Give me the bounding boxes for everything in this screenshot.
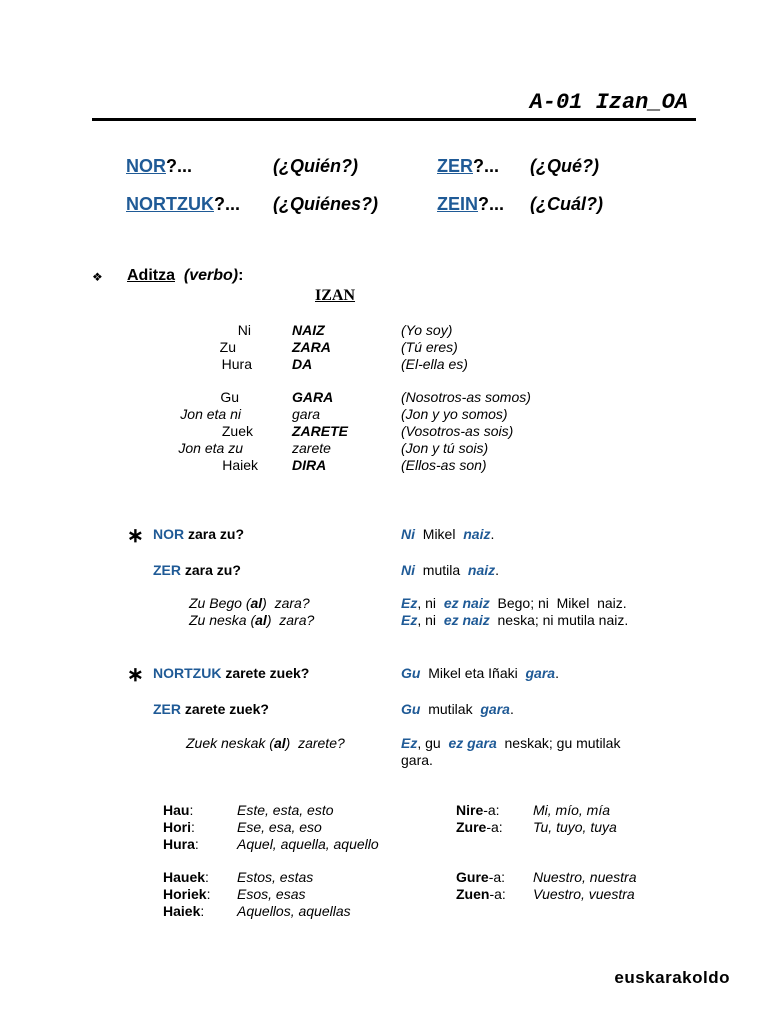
page-title: A-01 Izan_OA — [529, 90, 688, 115]
conj-verb: GARA — [292, 389, 334, 405]
verb-heading: IZAN — [315, 287, 356, 304]
conj-translation: (Jon y yo somos) — [401, 406, 508, 422]
conj-verb: zarete — [292, 440, 331, 456]
conj-translation: (Ellos-as son) — [401, 457, 487, 473]
demonstrative-word: Hau: — [163, 802, 194, 818]
question-nor-translation: (¿Quién?) — [273, 156, 358, 176]
demonstrative-meaning: Este, esta, esto — [237, 802, 334, 818]
demonstrative-meaning: Aquellos, aquellas — [237, 903, 351, 919]
example-neg-question: Zuek neskak (al) zarete? — [186, 735, 345, 751]
question-word: NORTZUK — [126, 194, 214, 214]
demonstrative-meaning: Esos, esas — [237, 886, 306, 902]
possessive-word: Zuen-a: — [456, 886, 506, 902]
diamond-bullet-icon: ❖ — [92, 270, 103, 284]
example-neg-question: Zu neska (al) zara? — [189, 612, 315, 628]
verb-label: Aditza (verbo): — [127, 267, 244, 284]
example-neg-question: Zu Bego (al) zara? — [189, 595, 310, 611]
demonstrative-word: Hauek: — [163, 869, 209, 885]
possessive-meaning: Vuestro, vuestra — [533, 886, 635, 902]
conj-verb: ZARA — [292, 339, 331, 355]
conj-pronoun: Jon eta zu — [178, 440, 243, 456]
conj-verb: DA — [292, 356, 313, 372]
header-divider — [92, 118, 696, 121]
conj-translation: (Vosotros-as sois) — [401, 423, 514, 439]
demonstrative-word: Hura: — [163, 836, 199, 852]
question-word: ZER — [437, 156, 473, 176]
example-answer: Gu Mikel eta Iñaki gara. — [401, 665, 559, 681]
asterisk-bullet-icon: ∗ — [127, 664, 144, 686]
example-neg-answer: Ez, gu ez gara neskak; gu mutilak — [401, 735, 621, 751]
example-answer: Ni mutila naiz. — [401, 562, 500, 578]
conj-pronoun: Zu — [219, 339, 236, 355]
conj-translation: (Tú eres) — [401, 339, 458, 355]
example-neg-answer-continued: gara. — [401, 752, 433, 768]
question-nortzuk-translation: (¿Quiénes?) — [273, 194, 379, 214]
conj-pronoun: Zuek — [221, 423, 253, 439]
demonstrative-meaning: Aquel, aquella, aquello — [237, 836, 379, 852]
demonstrative-meaning: Ese, esa, eso — [237, 819, 322, 835]
footer-brand: euskarakoldo — [614, 968, 730, 987]
possessive-meaning: Mi, mío, mía — [533, 802, 611, 818]
example-neg-answer: Ez, ni ez naiz neska; ni mutila naiz. — [401, 612, 629, 628]
example-question: NORTZUK zarete zuek? — [153, 665, 310, 681]
conj-translation: (Yo soy) — [401, 322, 453, 338]
demonstrative-word: Horiek: — [163, 886, 211, 902]
example-question: NOR zara zu? — [153, 526, 245, 542]
conj-translation: (El-ella es) — [401, 356, 468, 372]
conj-pronoun: Hura — [221, 356, 252, 372]
question-word: NOR — [126, 156, 166, 176]
question-nortzuk: NORTZUK?... — [126, 194, 240, 214]
example-answer: Gu mutilak gara. — [401, 701, 514, 717]
conj-translation: (Jon y tú sois) — [401, 440, 489, 456]
conj-pronoun: Gu — [220, 389, 239, 405]
demonstrative-meaning: Estos, estas — [237, 869, 314, 885]
conj-verb: ZARETE — [292, 423, 348, 439]
question-nor: NOR?... — [126, 156, 192, 176]
example-neg-answer: Ez, ni ez naiz Bego; ni Mikel naiz. — [401, 595, 627, 611]
conj-pronoun: Jon eta ni — [180, 406, 241, 422]
question-zein: ZEIN?... — [437, 194, 505, 214]
question-zer: ZER?... — [437, 156, 499, 176]
conj-verb: DIRA — [292, 457, 327, 473]
demonstrative-word: Hori: — [163, 819, 195, 835]
possessive-word: Gure-a: — [456, 869, 506, 885]
conj-translation: (Nosotros-as somos) — [401, 389, 531, 405]
conj-pronoun: Ni — [237, 322, 251, 338]
question-zein-translation: (¿Cuál?) — [530, 194, 603, 214]
example-answer: Ni Mikel naiz. — [401, 526, 495, 542]
conj-pronoun: Haiek — [222, 457, 258, 473]
question-zer-translation: (¿Qué?) — [530, 156, 599, 176]
conj-verb: NAIZ — [292, 322, 325, 338]
demonstrative-word: Haiek: — [163, 903, 205, 919]
possessive-meaning: Tu, tuyo, tuya — [533, 819, 617, 835]
example-question: ZER zara zu? — [153, 562, 241, 578]
question-word: ZEIN — [437, 194, 479, 214]
possessive-meaning: Nuestro, nuestra — [533, 869, 637, 885]
example-question: ZER zarete zuek? — [153, 701, 269, 717]
possessive-word: Zure-a: — [456, 819, 503, 835]
asterisk-bullet-icon: ∗ — [127, 525, 144, 547]
possessive-word: Nire-a: — [456, 802, 500, 818]
conj-verb: gara — [292, 406, 321, 422]
